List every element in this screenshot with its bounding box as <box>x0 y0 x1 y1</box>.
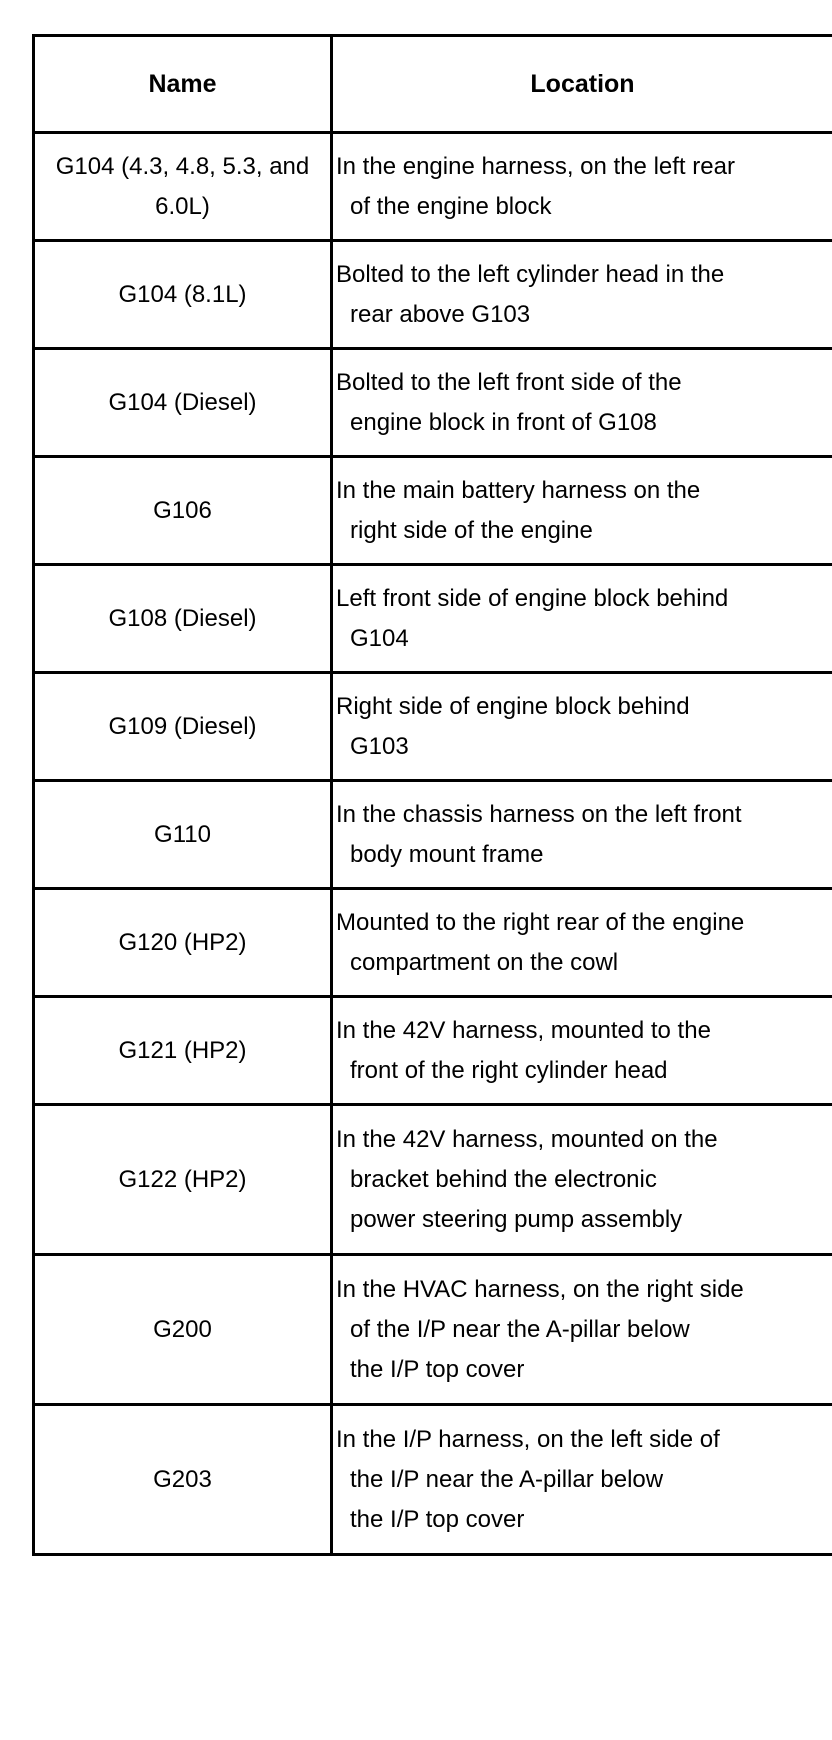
location-line: G103 <box>350 732 409 760</box>
location-cell <box>332 133 832 241</box>
ground-name: G122 (HP2) <box>118 1165 247 1193</box>
name-cell <box>34 889 332 997</box>
ground-locations-table-container <box>32 34 832 1556</box>
location-line: body mount frame <box>350 840 544 868</box>
table-row <box>34 781 832 889</box>
location-line: In the 42V harness, mounted to the <box>336 1016 711 1044</box>
table-row <box>34 1255 832 1405</box>
location-line: rear above G103 <box>350 300 531 328</box>
location-line: front of the right cylinder head <box>350 1056 668 1084</box>
location-cell <box>332 1255 832 1405</box>
table-row <box>34 997 832 1105</box>
location-line: In the 42V harness, mounted on the <box>336 1125 718 1153</box>
location-line: Mounted to the right rear of the engine <box>336 908 745 936</box>
name-cell <box>34 457 332 565</box>
location-cell <box>332 1405 832 1555</box>
table-row <box>34 133 832 241</box>
location-line: Bolted to the left cylinder head in the <box>336 260 725 288</box>
table-row <box>34 673 832 781</box>
location-cell <box>332 673 832 781</box>
name-cell <box>34 673 332 781</box>
header-name: Name <box>34 36 332 133</box>
ground-name: G104 (4.3, 4.8, 5.3, and 6.0L) <box>55 152 310 220</box>
ground-name: G106 <box>153 496 212 524</box>
location-line: of the engine block <box>350 192 552 220</box>
location-line: the I/P top cover <box>350 1505 525 1533</box>
location-cell <box>332 457 832 565</box>
name-cell <box>34 133 332 241</box>
location-line: the I/P near the A-pillar below <box>350 1465 664 1493</box>
location-cell <box>332 241 832 349</box>
name-cell <box>34 1255 332 1405</box>
location-line: G104 <box>350 624 409 652</box>
ground-name: G109 (Diesel) <box>108 712 257 740</box>
name-cell <box>34 1105 332 1255</box>
location-line: right side of the engine <box>350 516 593 544</box>
name-cell <box>34 781 332 889</box>
ground-name: G110 <box>154 820 211 848</box>
table-row <box>34 1405 832 1555</box>
location-line: In the I/P harness, on the left side of <box>336 1425 720 1453</box>
location-line: Right side of engine block behind <box>336 692 690 720</box>
location-line: Bolted to the left front side of the <box>336 368 682 396</box>
ground-name: G120 (HP2) <box>118 928 247 956</box>
table-row <box>34 1105 832 1255</box>
location-cell <box>332 565 832 673</box>
name-cell <box>34 1405 332 1555</box>
location-line: Left front side of engine block behind <box>336 584 729 612</box>
table-row <box>34 241 832 349</box>
ground-name: G121 (HP2) <box>118 1036 247 1064</box>
table-row <box>34 457 832 565</box>
location-line: In the chassis harness on the left front <box>336 800 742 828</box>
location-cell <box>332 349 832 457</box>
ground-name: G200 <box>153 1315 212 1343</box>
name-cell <box>34 241 332 349</box>
location-cell <box>332 889 832 997</box>
location-cell <box>332 1105 832 1255</box>
location-line: engine block in front of G108 <box>350 408 657 436</box>
location-line: In the engine harness, on the left rear <box>336 152 735 180</box>
table-row <box>34 349 832 457</box>
location-line: power steering pump assembly <box>350 1205 683 1233</box>
ground-name: G104 (Diesel) <box>108 388 257 416</box>
ground-name: G104 (8.1L) <box>118 280 247 308</box>
location-line: In the main battery harness on the <box>336 476 701 504</box>
location-cell <box>332 997 832 1105</box>
location-line: bracket behind the electronic <box>350 1165 657 1193</box>
location-line: the I/P top cover <box>350 1355 525 1383</box>
ground-name: G203 <box>153 1465 212 1493</box>
location-line: of the I/P near the A-pillar below <box>350 1315 690 1343</box>
location-cell <box>332 781 832 889</box>
name-cell <box>34 997 332 1105</box>
table-row <box>34 889 832 997</box>
ground-locations-table <box>32 34 832 1556</box>
location-line: compartment on the cowl <box>350 948 619 976</box>
name-cell <box>34 349 332 457</box>
table-header-row <box>34 36 832 133</box>
table-row <box>34 565 832 673</box>
name-cell <box>34 565 332 673</box>
ground-name: G108 (Diesel) <box>108 604 257 632</box>
location-line: In the HVAC harness, on the right side <box>336 1275 744 1303</box>
header-location: Location <box>332 36 832 133</box>
